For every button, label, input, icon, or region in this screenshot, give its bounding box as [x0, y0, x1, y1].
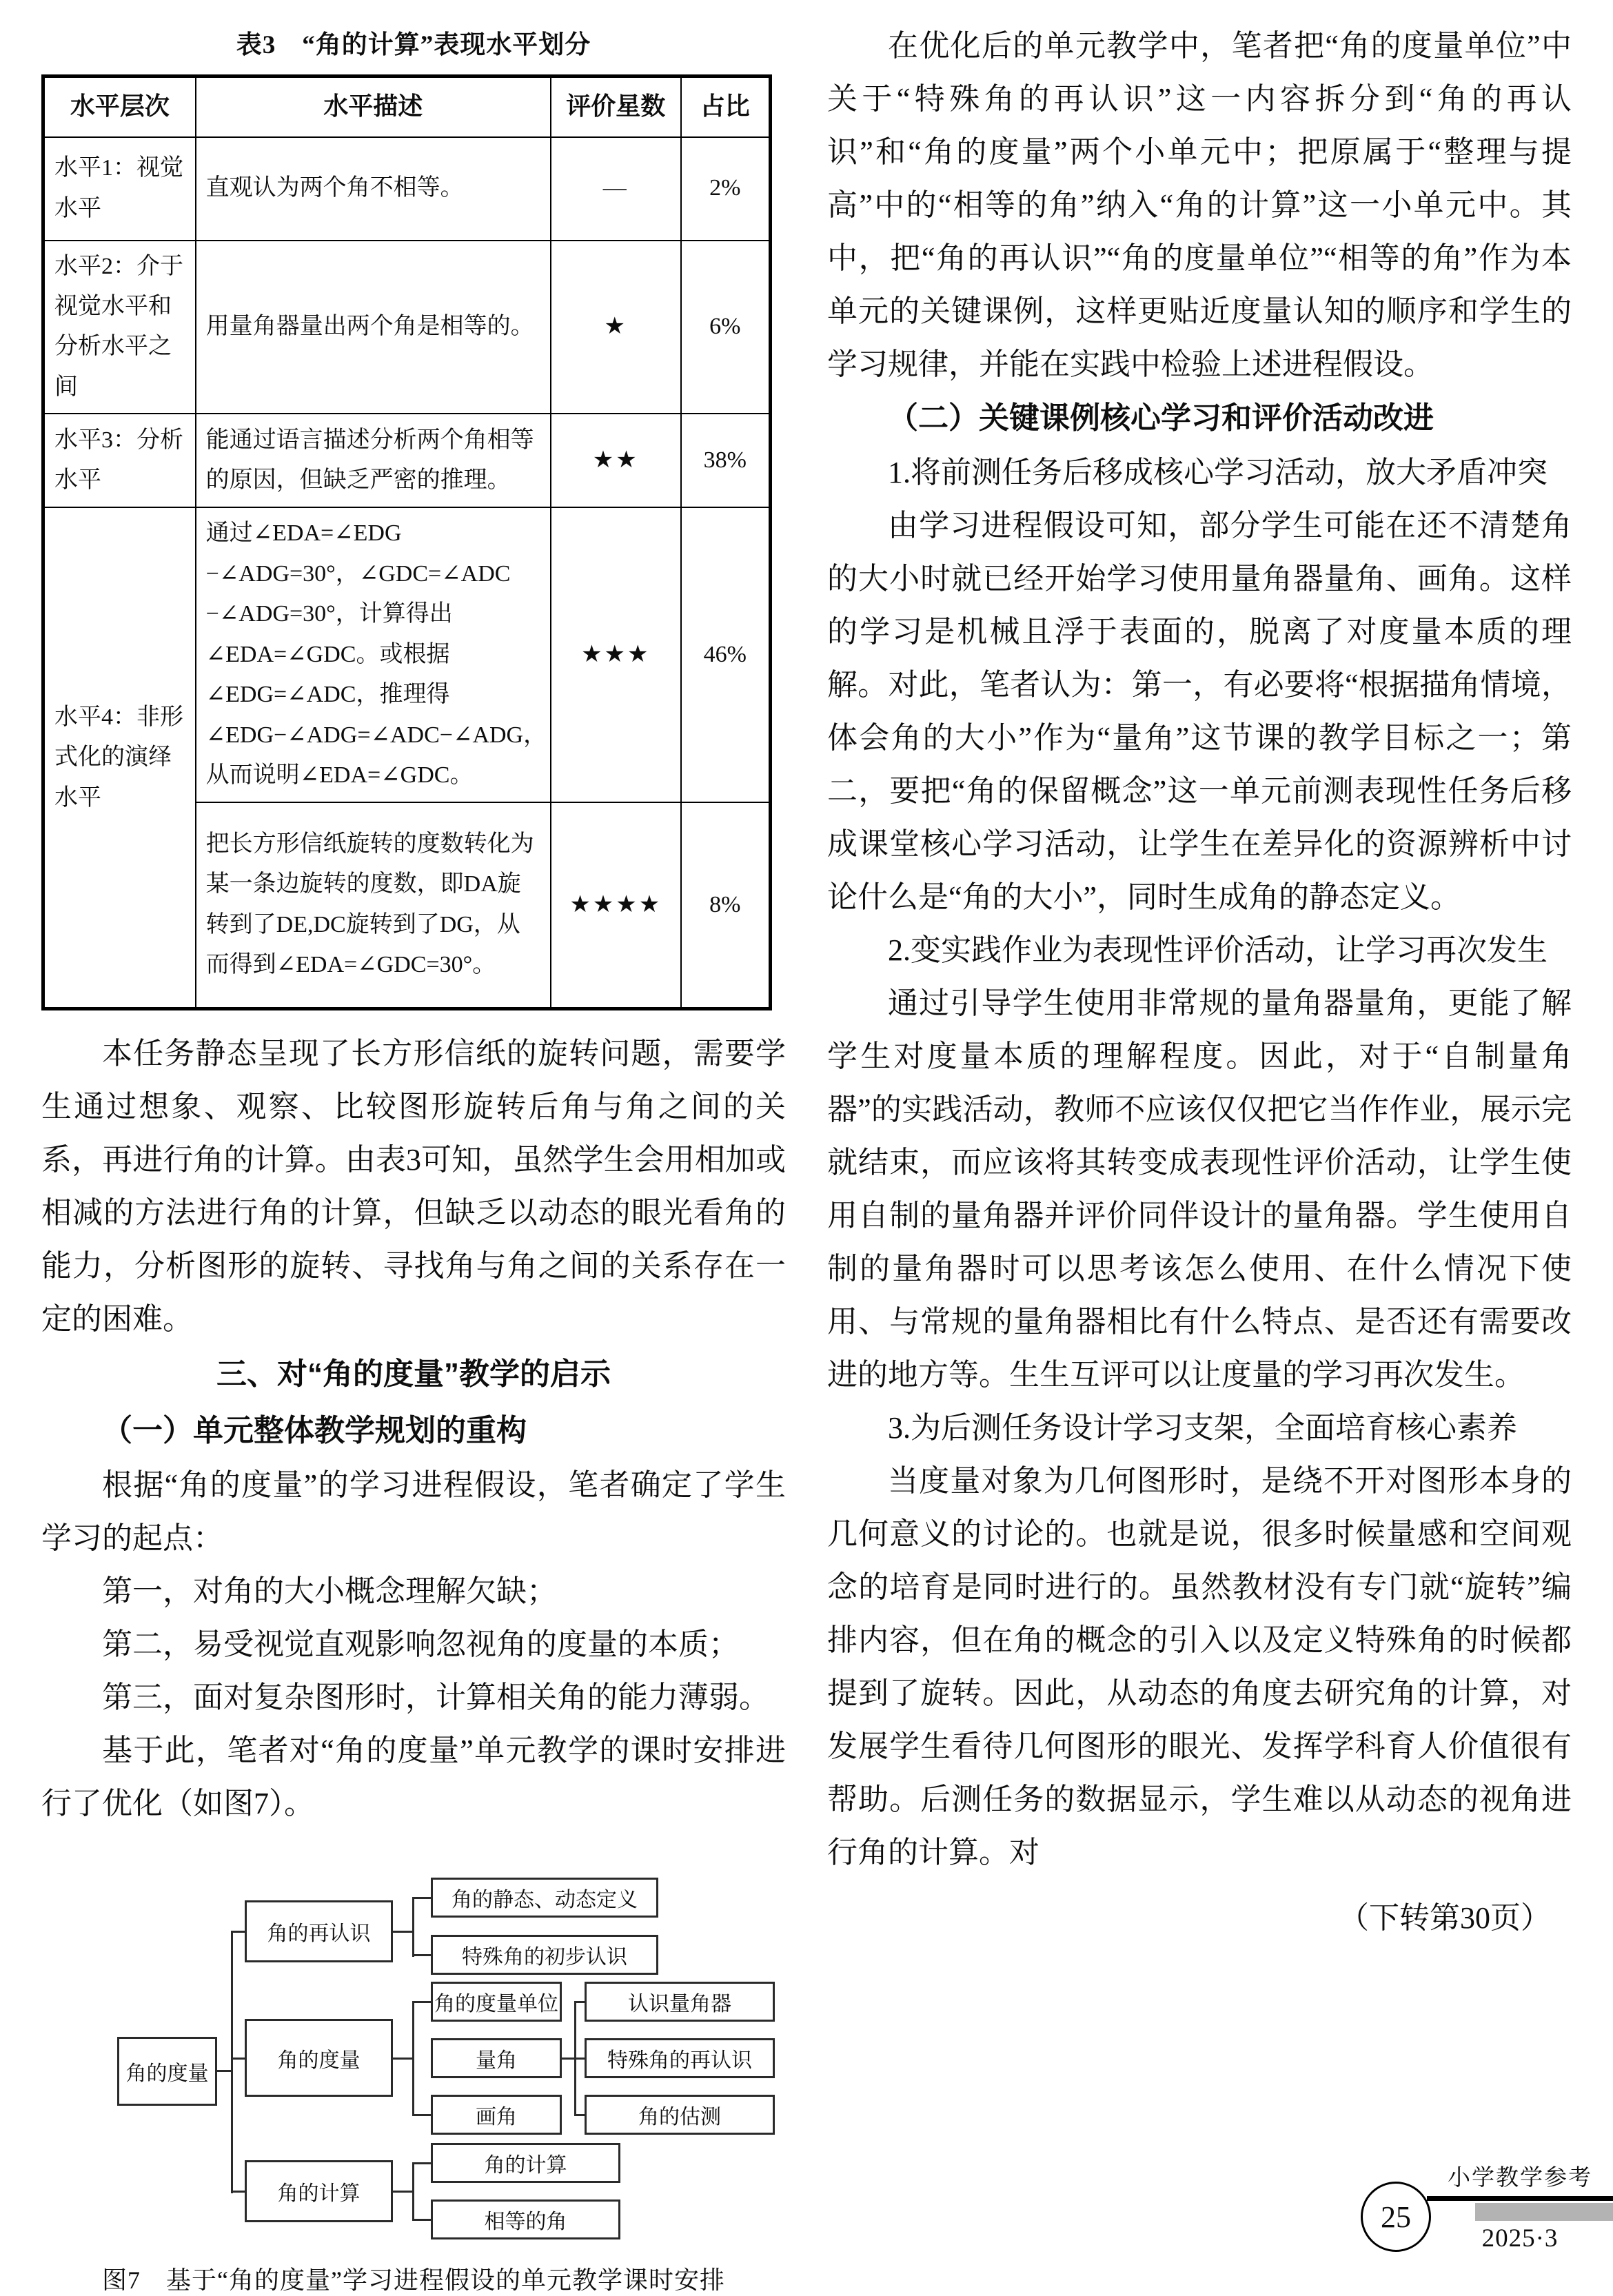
desc-cell: 能通过语言描述分析两个角相等的原因，但缺乏严密的推理。 — [196, 414, 551, 507]
tree-diagram — [41, 1867, 786, 2243]
connector-line — [412, 1897, 414, 1957]
desc-cell: 直观认为两个角不相等。 — [196, 137, 551, 241]
connector-line — [412, 2001, 431, 2003]
connector-line — [393, 2058, 414, 2060]
numbered-item: 3.为后测任务设计学习支架，全面培育核心素养 — [888, 1411, 1517, 1445]
table-title: 表3 “角的计算”表现水平划分 — [236, 31, 591, 59]
desc-cell: 把长方形信纸旋转的度数转化为某一条边旋转的度数，即DA旋转到了DE,DC旋转到了DG，从而得到∠EDA=∠GDC=30°。 — [196, 802, 551, 1009]
paragraph: 当度量对象为几何图形时，是绕不开对图形本身的几何意义的讨论的。也就是说，很多时候量感和空间观念的培育是同时进行的。虽然教材没有专门就“旋转”编排内容，但在角的概念的引入以及定义特殊角的时候都提到了旋转。因此，从动态的角度去研究角的计算，对发展学生看待几何图形的眼光、发挥学科育人价值很有帮助。后测任务的数据显示，学生难以从动态的视角进行角的计算。对 — [827, 1464, 1572, 1869]
numbered-item: 1.将前测任务后移成核心学习活动，放大矛盾冲突 — [888, 456, 1548, 489]
node-root: 角的度量 — [117, 2037, 217, 2106]
node-estimate: 角的估测 — [585, 2095, 775, 2135]
table-row — [43, 414, 771, 507]
col-header-desc: 水平描述 — [196, 77, 551, 137]
paragraph: 由学习进程假设可知，部分学生可能在还不清楚角的大小时就已经开始学习使用量角器量角、画角。这样的学习是机械且浮于表面的，脱离了对度量本质的理解。对此，笔者认为：第一，有必要将“根据描角情境，体会角的大小”作为“量角”这节课的教学目标之一；第二，要把“角的保留概念”这一单元前测表现性任务后移成课堂核心学习活动，让学生在差异化的资源辨析中讨论什么是“角的大小”，同时生成角的静态定义。 — [827, 509, 1572, 914]
section-heading: 三、对“角的度量”教学的启示 — [216, 1357, 611, 1392]
performance-level-table — [41, 74, 772, 1010]
connector-line — [412, 1897, 431, 1899]
page-number-badge: 25 — [1361, 2182, 1431, 2252]
pct-cell: 38% — [681, 414, 771, 507]
continued-on-note: （下转第30页） — [1339, 1901, 1551, 1935]
connector-line — [231, 1931, 245, 1933]
table-row — [43, 507, 771, 802]
node-unit-recognize: 角的再认识 — [245, 1900, 393, 1962]
connector-line — [217, 2070, 232, 2072]
connector-line — [231, 1931, 233, 2193]
paragraph: 根据“角的度量”的学习进程假设，笔者确定了学生学习的起点： — [41, 1468, 786, 1556]
stars-cell: ★ — [551, 241, 681, 414]
col-header-stars: 评价星数 — [551, 77, 681, 137]
right-column — [827, 19, 1572, 2296]
connector-line — [231, 2058, 245, 2060]
figure-7 — [41, 1867, 786, 2296]
stars-cell: — — [551, 137, 681, 241]
connector-line — [412, 2114, 431, 2116]
stars-cell: ★★★ — [551, 507, 681, 802]
issue-label: 2025·3 — [1481, 2224, 1559, 2253]
connector-line — [562, 2058, 576, 2060]
connector-line — [393, 1931, 414, 1933]
footer-graybar — [1475, 2203, 1613, 2221]
table-row — [43, 137, 771, 241]
pct-cell: 6% — [681, 241, 771, 414]
node-angle-calc: 角的计算 — [431, 2143, 620, 2183]
numbered-item: 2.变实践作业为表现性评价活动，让学习再次发生 — [888, 933, 1548, 967]
level-cell: 水平3：分析水平 — [43, 414, 196, 507]
footer-rule — [1427, 2196, 1613, 2201]
level-cell: 水平1：视觉水平 — [43, 137, 196, 241]
level-cell: 水平4：非形式化的演绎水平 — [43, 507, 196, 1008]
node-unit-of-measure: 角的度量单位 — [431, 1982, 562, 2022]
pct-cell: 2% — [681, 137, 771, 241]
node-draw-angle: 画角 — [431, 2095, 562, 2135]
node-measure-angle: 量角 — [431, 2038, 562, 2078]
paragraph: 基于此，笔者对“角的度量”单元教学的课时安排进行了优化（如图7）。 — [41, 1734, 786, 1821]
subsection-heading: （二）关键课例核心学习和评价活动改进 — [888, 401, 1434, 435]
connector-line — [412, 2219, 431, 2221]
pct-cell: 8% — [681, 802, 771, 1009]
level-cell: 水平2：介于视觉水平和分析水平之间 — [43, 241, 196, 414]
table-header-row — [43, 77, 771, 137]
node-static-dynamic: 角的静态、动态定义 — [431, 1878, 658, 1918]
journal-name: 小学教学参考 — [1448, 2166, 1592, 2191]
left-column — [41, 19, 786, 2296]
connector-line — [393, 2191, 414, 2193]
page-footer — [1361, 2160, 1613, 2253]
connector-line — [412, 2162, 414, 2221]
desc-cell: 通过∠EDA=∠EDG −∠ADG=30°，∠GDC=∠ADC −∠ADG=30°，计算得出∠EDA=∠GDC。或根据∠EDG=∠ADC，推理得∠EDG−∠ADG=∠ADC−∠ADG，从而说明∠EDA=∠GDC。 — [196, 507, 551, 802]
col-header-level: 水平层次 — [43, 77, 196, 137]
figure-caption: 图7 基于“角的度量”学习进程假设的单元教学课时安排 — [102, 2266, 725, 2295]
col-header-pct: 占比 — [681, 77, 771, 137]
paragraph: 第一，对角的大小概念理解欠缺； — [102, 1574, 557, 1609]
paragraph: 本任务静态呈现了长方形信纸的旋转问题，需要学生通过想象、观察、比较图形旋转后角与角之间的关系，再进行角的计算。由表3可知，虽然学生会用相加或相减的方法进行角的计算，但缺乏以动态的眼光看角的能力，分析图形的旋转、寻找角与角之间的关系存在一定的困难。 — [41, 1037, 786, 1337]
node-protractor: 认识量角器 — [585, 1982, 775, 2022]
node-special-intro: 特殊角的初步认识 — [431, 1935, 658, 1975]
pct-cell: 46% — [681, 507, 771, 802]
paragraph: 第二，易受视觉直观影响忽视角的度量的本质； — [102, 1627, 739, 1662]
connector-line — [231, 2191, 245, 2193]
stars-cell: ★★ — [551, 414, 681, 507]
paragraph: 在优化后的单元教学中，笔者把“角的度量单位”中关于“特殊角的再认识”这一内容拆分到“角的再认识”和“角的度量”两个小单元中；把原属于“整理与提高”中的“相等的角”纳入“角的计算”这一小单元中。其中，把“角的再认识”“角的度量单位”“相等的角”作为本单元的关键课例，这样更贴近度量认知的顺序和学生的学习规律，并能在实践中检验上述进程假设。 — [827, 29, 1572, 381]
connector-line — [412, 1954, 431, 1956]
journal-block — [1427, 2160, 1613, 2253]
paragraph: 第三，面对复杂图形时，计算相关角的能力薄弱。 — [102, 1680, 769, 1715]
connector-line — [412, 2162, 431, 2164]
connector-line — [412, 2001, 414, 2116]
paragraph: 通过引导学生使用非常规的量角器量角，更能了解学生对度量本质的理解程度。因此，对于“自制量角器”的实践活动，教师不应该仅仅把它当作作业，展示完就结束，而应该将其转变成表现性评价活动，让学生使用自制的量角器并评价同伴设计的量角器。学生使用自制的量角器时可以思考该怎么使用、在什么情况下使用、与常规的量角器相比有什么特点、是否还有需要改进的地方等。生生互评可以让度量的学习再次发生。 — [827, 986, 1572, 1392]
node-unit-measure: 角的度量 — [245, 2019, 393, 2097]
node-unit-calc: 角的计算 — [245, 2160, 393, 2222]
stars-cell: ★★★★ — [551, 802, 681, 1009]
desc-cell: 用量角器量出两个角是相等的。 — [196, 241, 551, 414]
table-row — [43, 241, 771, 414]
node-special-re: 特殊角的再认识 — [585, 2038, 775, 2078]
subsection-heading: （一）单元整体教学规划的重构 — [102, 1414, 527, 1448]
node-equal-angles: 相等的角 — [431, 2200, 620, 2239]
